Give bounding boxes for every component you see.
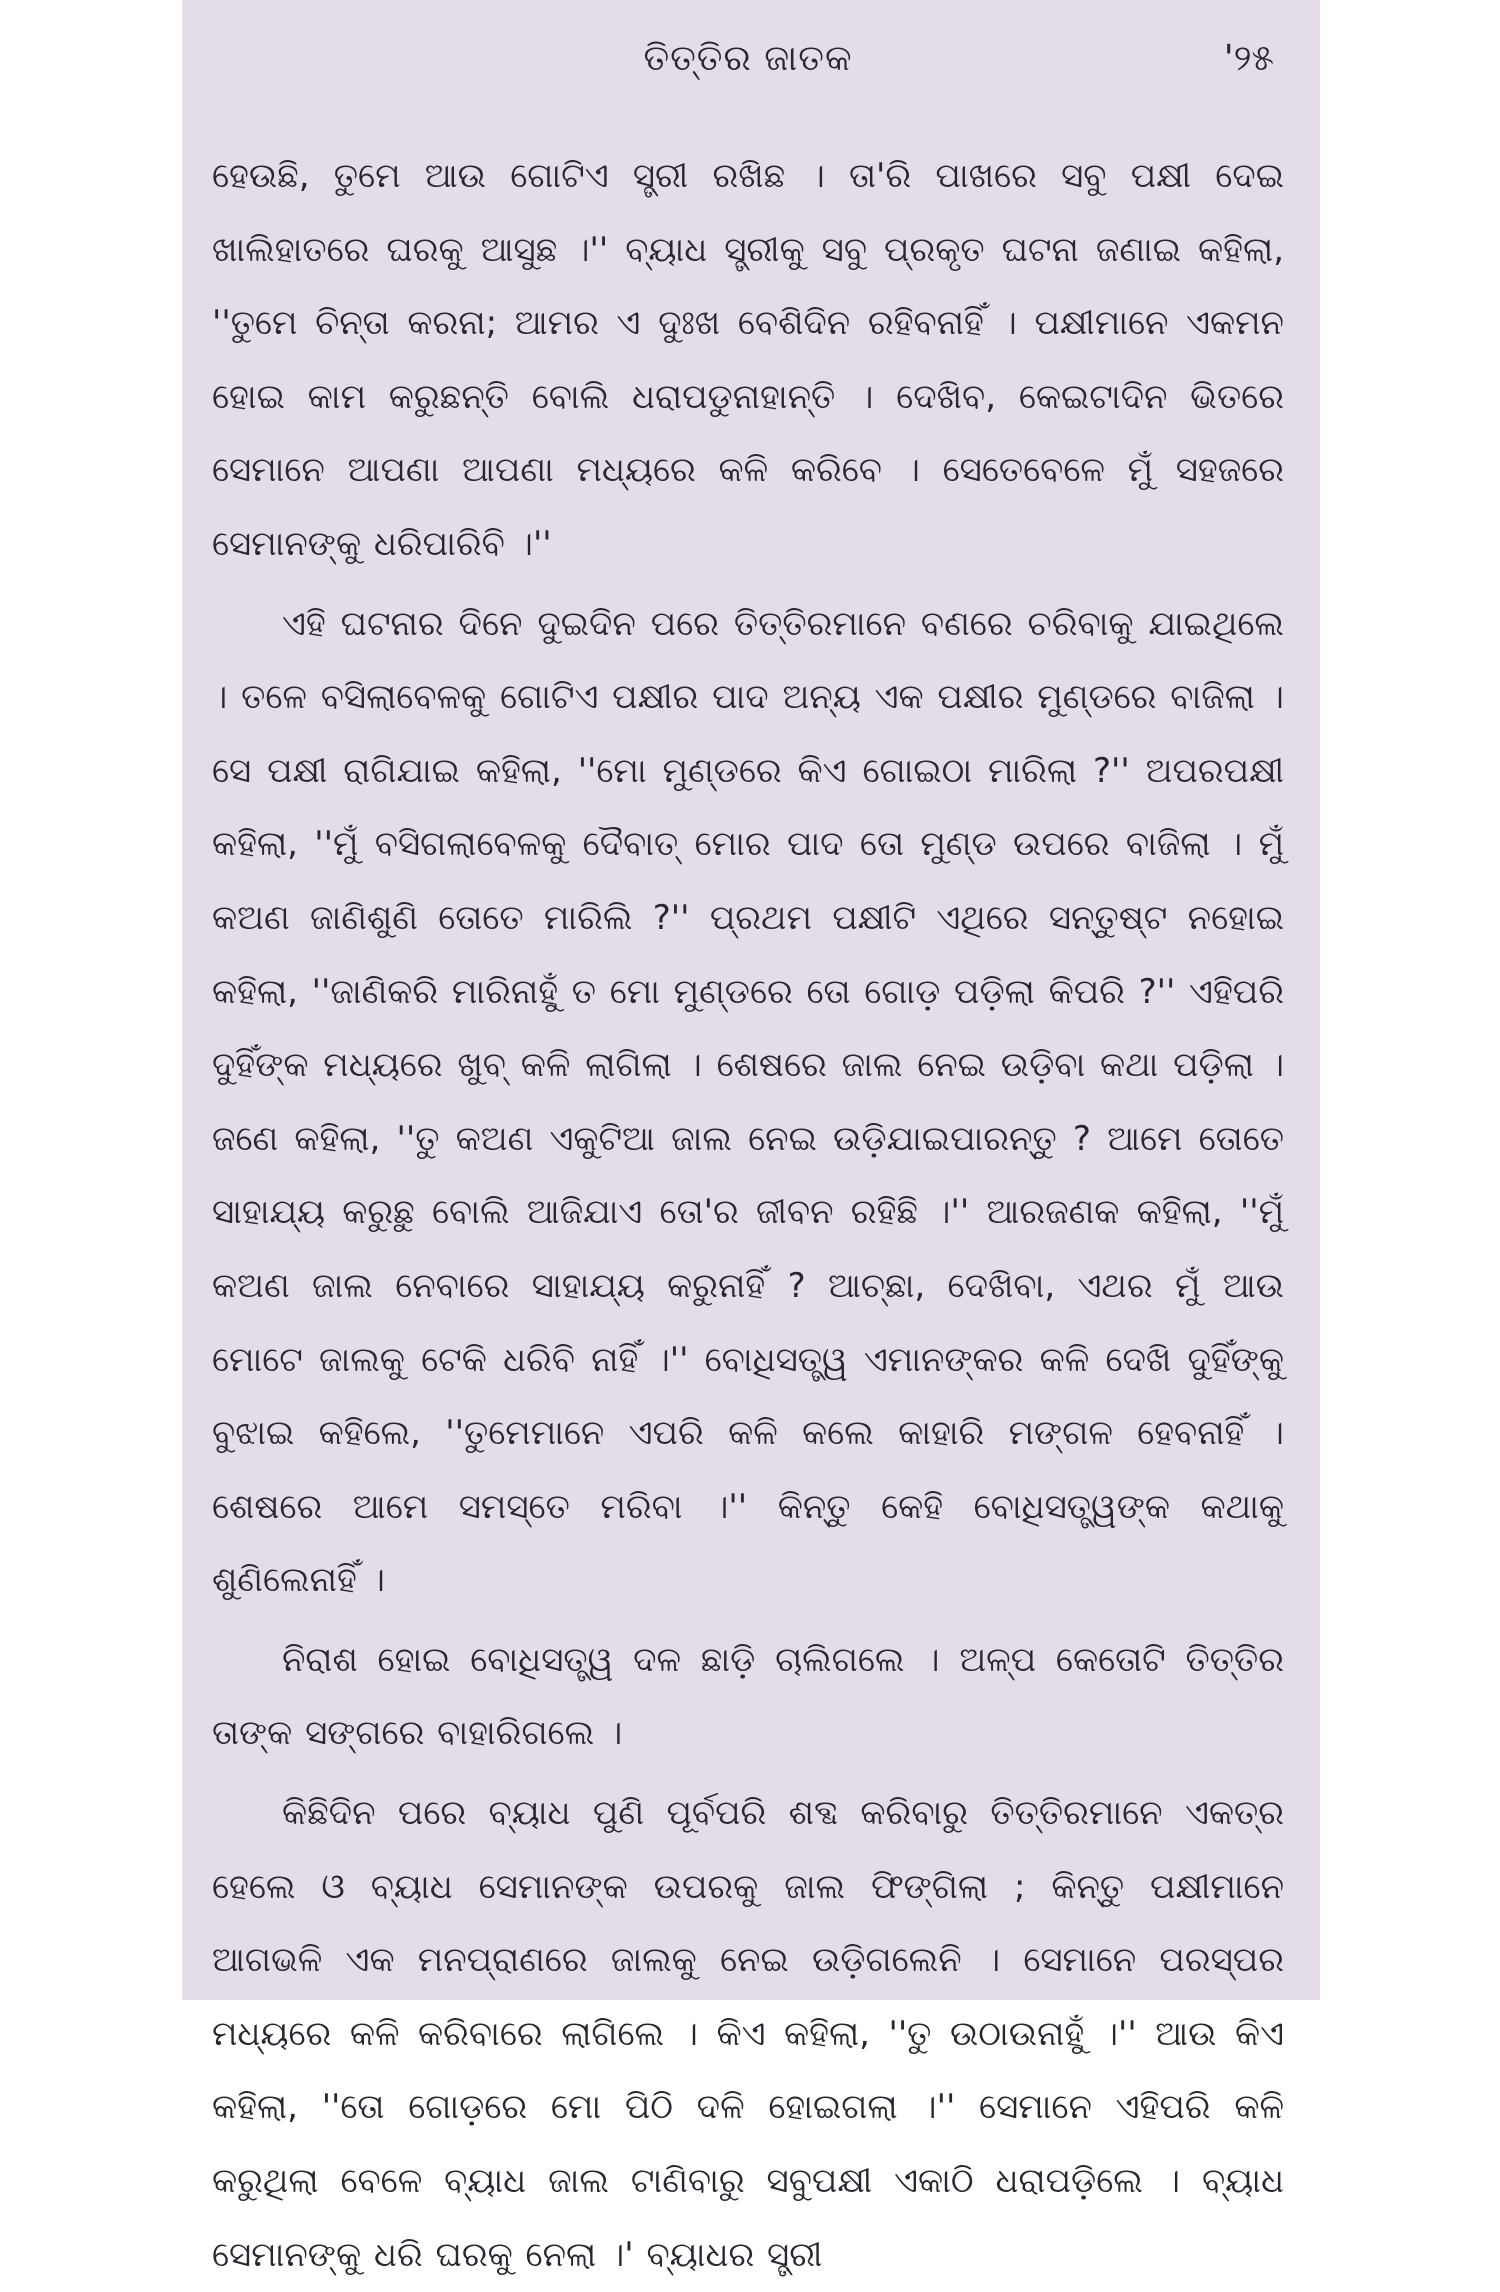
paragraph: ନିରାଶ ହୋଇ ବୋଧିସତ୍ତ୍ୱ ଦଳ ଛାଡ଼ି ଚାଲିଗଲେ । ଅଳ୍ପ କେତୋଟି ତିତ୍ତିର ତାଙ୍କ ସଙ୍ଗରେ ବାହାରିଗଲେ । [212, 1639, 1284, 1754]
paragraph: ଏହି ଘଟନାର ଦିନେ ଦୁଇଦିନ ପରେ ତିତ୍ତିରମାନେ ବଣରେ ଚରିବାକୁ ଯାଇଥିଲେ । ତଳେ ବସିଲାବେଳକୁ ଗୋଟିଏ ପକ୍ଷୀର ପାଦ ଅନ୍ୟ ଏକ ପକ୍ଷୀର ମୁଣ୍ଡରେ ବାଜିଲା । ସେ ପକ୍ଷୀ ରାଗିଯାଇ କହିଲା, ''ମୋ ମୁଣ୍ଡରେ କିଏ ଗୋଇଠା ମାରିଲା ?'' ଅପରପକ୍ଷୀ କହିଲା, ''ମୁଁ ବସିଗଲାବେଳକୁ ଦୈବାତ୍ ମୋର ପାଦ ତୋ ମୁଣ୍ଡ ଉପରେ ବାଜିଲା । ମୁଁ କଅଣ ଜାଣିଶୁଣି ତୋତେ ମାରିଲି ?'' ପ୍ରଥମ ପକ୍ଷୀଟି ଏଥିରେ ସନ୍ତୁଷ୍ଟ ନହୋଇ କହିଲା, ''ଜାଣିକରି ମାରିନାହୁଁ ତ ମୋ ମୁଣ୍ଡରେ ତୋ ଗୋଡ଼ ପଡ଼ିଲା କିପରି ?'' ଏହିପରି ଦୁହିଁଙ୍କ ମଧ୍ୟରେ ଖୁବ୍ କଳି ଲାଗିଲା । ଶେଷରେ ଜାଲ ନେଇ ଉଡ଼ିବା କଥା ପଡ଼ିଲା । ଜଣେ କହିଲା, ''ତୁ କଅଣ ଏକୁଟିଆ ଜାଲ ନେଇ ଉଡ଼ିଯାଇପାରନ୍ତୁ ? ଆମେ ତୋତେ ସାହାଯ୍ୟ କରୁଛୁ ବୋଲି ଆଜିଯାଏ ତୋ'ର ଜୀବନ ରହିଛି ।'' ଆରଜଣକ କହିଲା, ''ମୁଁ କଅଣ ଜାଲ ନେବାରେ ସାହାଯ୍ୟ କରୁନାହିଁ ? ଆଚ୍ଛା, ଦେଖିବା, ଏଥର ମୁଁ ଆଉ ମୋଟେ ଜାଲକୁ ଟେକି ଧରିବି ନାହିଁ ।'' ବୋଧିସତ୍ତ୍ୱ ଏମାନଙ୍କର କଳି ଦେଖି ଦୁହିଁଙ୍କୁ ବୁଝାଇ କହିଲେ, ''ତୁମେମାନେ ଏପରି କଳି କଲେ କାହାରି ମଙ୍ଗଳ ହେବନାହିଁ । ଶେଷରେ ଆମେ ସମସ୍ତେ ମରିବା ।'' କିନ୍ତୁ କେହି ବୋଧିସତ୍ତ୍ୱଙ୍କ କଥାକୁ ଶୁଣିଲେନାହିଁ । [212, 603, 1284, 1601]
page-number: '୨୫ [1223, 38, 1274, 79]
book-page [182, 0, 1320, 2275]
paragraph: ହେଉଛି, ତୁମେ ଆଉ ଗୋଟିଏ ସ୍ତ୍ରୀ ରଖିଛ । ତା'ରି ପାଖରେ ସବୁ ପକ୍ଷୀ ଦେଇ ଖାଲିହାତରେ ଘରକୁ ଆସୁଛ ।'' ବ୍ୟାଧ ସ୍ତ୍ରୀକୁ ସବୁ ପ୍ରକୃତ ଘଟନା ଜଣାଇ କହିଲା, ''ତୁମେ ଚିନ୍ତା କରନା; ଆମର ଏ ଦୁଃଖ ବେଶିଦିନ ରହିବନାହିଁ । ପକ୍ଷୀମାନେ ଏକମନ ହୋଇ କାମ କରୁଛନ୍ତି ବୋଲି ଧରାପଡୁନାହାନ୍ତି । ଦେଖିବ, କେଇଟାଦିନ ଭିତରେ ସେମାନେ ଆପଣା ଆପଣା ମଧ୍ୟରେ କଳି କରିବେ । ସେତେବେଳେ ମୁଁ ସହଜରେ ସେମାନଙ୍କୁ ଧରିପାରିବି ।'' [212, 156, 1284, 564]
paragraph: କିଛିଦିନ ପରେ ବ୍ୟାଧ ପୁଣି ପୂର୍ବପରି ଶବ୍ଦ କରିବାରୁ ତିତ୍ତିରମାନେ ଏକତ୍ର ହେଲେ ଓ ବ୍ୟାଧ ସେମାନଙ୍କ ଉପରକୁ ଜାଲ ଫିଙ୍ଗିଲା ; କିନ୍ତୁ ପକ୍ଷୀମାନେ ଆଗଭଳି ଏକ ମନପ୍ରାଣରେ ଜାଲକୁ ନେଇ ଉଡ଼ିଗଲେନି । ସେମାନେ ପରସ୍ପର ମଧ୍ୟରେ କଳି କରିବାରେ ଲାଗିଲେ । କିଏ କହିଲା, ''ତୁ ଉଠାଉନାହୁଁ ।'' ଆଉ କିଏ କହିଲା, ''ତୋ ଗୋଡ଼ରେ ମୋ ପିଠି ଦଳି ହୋଇଗଲା ।'' ସେମାନେ ଏହିପରି କଳି କରୁଥିଲା ବେଳେ ବ୍ୟାଧ ଜାଲ ଟାଣିବାରୁ ସବୁପକ୍ଷୀ ଏକାଠି ଧରାପଡ଼ିଲେ । ବ୍ୟାଧ ସେମାନଙ୍କୁ ଧରି ଘରକୁ ନେଲା ।' ବ୍ୟାଧର ସ୍ତ୍ରୀ [212, 1793, 1284, 2275]
chapter-title: ତିତ୍ତିର ଜାତକ [643, 38, 853, 79]
running-head [212, 38, 1284, 102]
body-text [212, 140, 1284, 2292]
